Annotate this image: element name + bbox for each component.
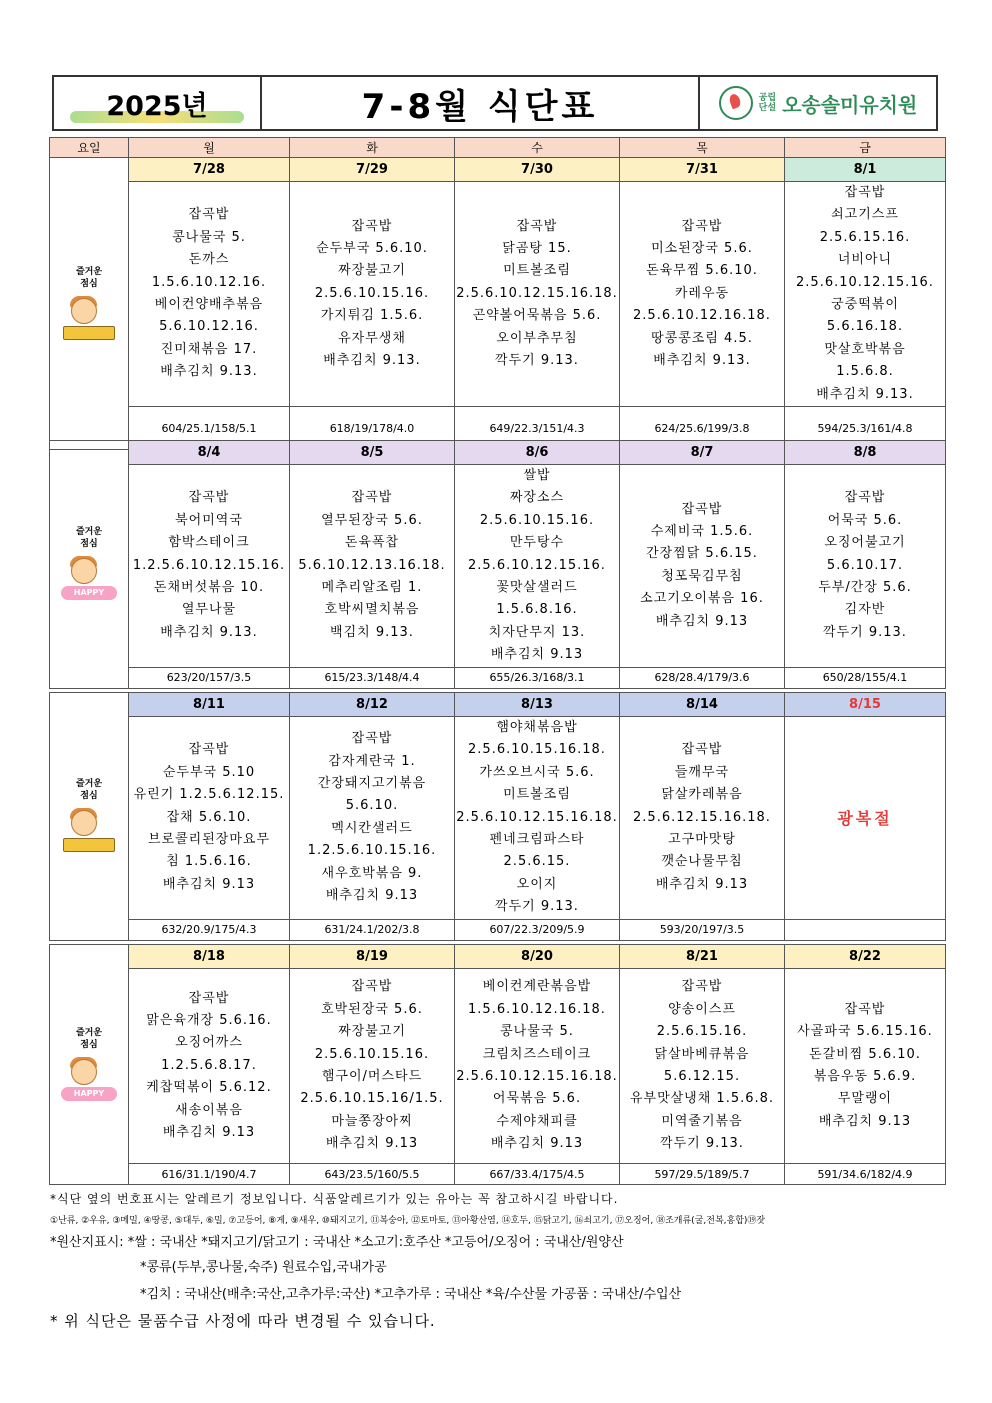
nutrition-cell: 618/19/178/4.0 <box>290 407 455 450</box>
menu-item: 펜네크림파스타 <box>489 832 585 848</box>
menu-item: 잡곡밥 <box>351 979 393 995</box>
child-eating-icon <box>61 808 117 854</box>
menu-cell <box>785 969 946 1164</box>
week-table <box>49 692 946 941</box>
menu-item: 닭살바베큐볶음 <box>654 1046 750 1062</box>
school-logo <box>700 77 936 129</box>
happy-children-icon: HAPPY <box>61 1057 117 1103</box>
date-cell: 8/1 <box>785 158 946 182</box>
menu-cell <box>620 969 785 1164</box>
menu-item: 백김치 9.13. <box>330 624 414 640</box>
weekday-header: 수 <box>455 138 620 158</box>
nutrition-cell: 631/24.1/202/3.8 <box>290 919 455 940</box>
menu-item: 함박스테이크 <box>168 535 250 551</box>
menu-item: 어묵국 5.6. <box>827 512 903 528</box>
menu-item: 잡곡밥 <box>844 185 886 200</box>
menu-item: 1.5.6.8.16. <box>496 602 578 618</box>
menu-item: 1.2.5.6.8.17. <box>161 1057 257 1073</box>
lunch-label <box>50 693 129 941</box>
menu-item: 2.5.6.10.12.16.18. <box>633 308 771 324</box>
nutrition-cell: 655/26.3/168/3.1 <box>455 667 620 688</box>
lunch-label <box>50 441 129 689</box>
menu-item: 열무된장국 5.6. <box>321 512 423 528</box>
menu-item: 감자계란국 1. <box>328 753 416 769</box>
menu-item: 만두탕수 <box>509 535 565 551</box>
nutrition-cell <box>785 919 946 940</box>
menu-item: 맑은육개장 5.6.16. <box>146 1012 272 1028</box>
week-table <box>49 137 946 450</box>
menu-item: 닭살카레볶음 <box>661 787 743 803</box>
lunch-label <box>50 945 129 1185</box>
origin-line-2: *콩류(두부,콩나물,숙주) 원료수입,국내가공 <box>140 1260 387 1275</box>
menu-item: 수제야채피클 <box>496 1113 578 1129</box>
menu-item: 미트볼조림 <box>503 787 571 803</box>
lunch-label-text: 즐거운 점심 <box>75 779 103 802</box>
menu-item: 크림치즈스테이크 <box>482 1046 592 1062</box>
year-label: 2025년 <box>106 90 208 122</box>
menu-item: 잡곡밥 <box>188 490 230 506</box>
nutrition-cell: 615/23.3/148/4.4 <box>290 667 455 688</box>
date-cell: 8/15 <box>785 693 946 717</box>
menu-item: 5.6.12.15. <box>663 1069 741 1084</box>
menu-item: 유부맛살냉채 1.5.6.8. <box>629 1091 775 1107</box>
menu-item: 새우호박볶음 9. <box>321 865 423 881</box>
menu-item: 미트볼조림 <box>503 263 571 279</box>
nutrition-cell: 593/20/197/3.5 <box>620 919 785 940</box>
nutrition-cell: 643/23.5/160/5.5 <box>290 1164 455 1185</box>
menu-item: 2.5.6.10.12.15.16.18. <box>456 285 618 301</box>
menu-item: 짜장불고기 <box>338 1024 406 1040</box>
menu-cell <box>290 717 455 920</box>
menu-cell <box>785 465 946 668</box>
date-cell: 7/30 <box>455 158 620 182</box>
menu-item: 배추김치 9.13 <box>818 1113 912 1129</box>
menu-cell <box>290 969 455 1164</box>
menu-item: 1.5.6.10.12.16.18. <box>468 1001 606 1017</box>
page-title: 7-8월 식단표 <box>262 77 700 129</box>
menu-cell <box>129 182 290 407</box>
date-cell: 8/18 <box>129 945 290 969</box>
menu-item: 순두부국 5.6.10. <box>316 241 428 257</box>
menu-item: 5.6.10.17. <box>826 557 904 573</box>
lunch-label-text: 즐거운 점심 <box>75 266 103 289</box>
menu-item: 2.5.6.10.15.16. <box>479 512 595 528</box>
menu-item: 맛살호박볶음 <box>824 341 906 357</box>
menu-cell <box>455 969 620 1164</box>
menu-item: 2.5.6.15. <box>503 854 571 870</box>
menu-item: 청포묵김무침 <box>661 568 743 584</box>
happy-children-icon: HAPPY <box>61 556 117 602</box>
menu-item: 5.6.10.12.16. <box>159 319 259 335</box>
menu-item: 진미채볶음 17. <box>160 341 258 357</box>
menu-item: 돈갈비찜 5.6.10. <box>809 1046 921 1062</box>
menu-item: 미역줄기볶음 <box>661 1113 743 1129</box>
menu-item: 배추김치 9.13 <box>490 1136 584 1152</box>
menu-item: 쌀밥 <box>523 468 551 483</box>
menu-cell <box>785 182 946 407</box>
menu-item: 호박된장국 5.6. <box>321 1001 423 1017</box>
menu-item: 잡곡밥 <box>351 490 393 506</box>
menu-item: 치자단무지 13. <box>488 624 586 640</box>
menu-cell <box>290 465 455 668</box>
menu-cell <box>620 182 785 407</box>
date-cell: 8/8 <box>785 441 946 465</box>
menu-item: 5.6.10. <box>345 798 399 814</box>
menu-cell <box>290 182 455 407</box>
menu-item: 잡곡밥 <box>351 218 393 234</box>
menu-item: 미소된장국 5.6. <box>651 241 753 257</box>
menu-item: 침 1.5.6.16. <box>166 854 252 870</box>
lunch-label-text: 즐거운 점심 <box>75 1027 103 1050</box>
menu-item: 배추김치 9.13 <box>162 1125 256 1141</box>
notes <box>50 1190 950 1331</box>
menu-item: 잡곡밥 <box>351 731 393 747</box>
menu-item: 꽃맛살샐러드 <box>496 580 578 596</box>
menu-item: 돈육폭찹 <box>344 535 400 551</box>
menu-item: 너비아니 <box>837 252 893 268</box>
nutrition-cell: 597/29.5/189/5.7 <box>620 1164 785 1185</box>
menu-item: 2.5.6.10.12.15.16. <box>468 557 606 573</box>
nutrition-cell: 650/28/155/4.1 <box>785 667 946 688</box>
nutrition-cell: 649/22.3/151/4.3 <box>455 407 620 450</box>
menu-cell <box>455 717 620 920</box>
menu-item: 순두부국 5.10 <box>162 764 256 780</box>
menu-item: 5.6.10.12.13.16.18. <box>298 557 446 573</box>
menu-item: 잡곡밥 <box>188 742 230 758</box>
menu-item: 간장돼지고기볶음 <box>317 776 427 792</box>
menu-item: 2.5.6.10.15.16.18. <box>468 742 606 758</box>
date-cell: 8/5 <box>290 441 455 465</box>
menu-item: 돈육무찜 5.6.10. <box>646 263 758 279</box>
menu-item: 배추김치 9.13. <box>653 353 751 369</box>
menu-item: 2.5.6.10.15.16. <box>314 1046 430 1062</box>
menu-item: 메추리알조림 1. <box>321 580 423 596</box>
menu-item: 곤약볼어묵볶음 5.6. <box>472 308 602 324</box>
menu-item: 땅콩콩조림 4.5. <box>651 330 753 346</box>
menu-item: 배추김치 9.13. <box>323 353 421 369</box>
nutrition-cell: 604/25.1/158/5.1 <box>129 407 290 450</box>
menu-item: 김자반 <box>844 602 886 618</box>
menu-item: 멕시칸샐러드 <box>331 820 413 836</box>
allergy-note: *식단 옆의 번호표시는 알레르기 정보입니다. 식품알레르기가 있는 유아는 꼭 참고하시길 바랍니다. <box>50 1192 619 1206</box>
menu-cell <box>620 465 785 668</box>
menu-item: 오징어까스 <box>175 1035 243 1051</box>
menu-item: 잡채 5.6.10. <box>166 809 252 825</box>
nutrition-cell: 624/25.6/199/3.8 <box>620 407 785 450</box>
menu-item: 배추김치 9.13. <box>160 624 258 640</box>
date-cell: 8/12 <box>290 693 455 717</box>
menu-item: 오징어불고기 <box>824 535 906 551</box>
menu-item: 배추김치 9.13 <box>162 876 256 892</box>
menu-item: 2.5.6.10.12.15.16.18. <box>456 1069 618 1084</box>
date-cell: 8/20 <box>455 945 620 969</box>
menu-item: 1.5.6.8. <box>836 364 894 380</box>
menu-item: 고구마맛탕 <box>668 832 736 848</box>
menu-cell <box>620 717 785 920</box>
date-cell: 8/13 <box>455 693 620 717</box>
menu-item: 사골파국 5.6.15.16. <box>797 1024 933 1040</box>
menu-item: 배추김치 9.13. <box>160 364 258 380</box>
menu-item: 어묵볶음 5.6. <box>492 1091 582 1107</box>
week-table <box>49 440 946 689</box>
menu-item: 브로콜리된장마요무 <box>147 832 271 848</box>
menu-item: 잡곡밥 <box>844 1001 886 1017</box>
weekday-header: 화 <box>290 138 455 158</box>
menu-item: 수제비국 1.5.6. <box>650 524 754 540</box>
menu-cell <box>455 465 620 668</box>
date-cell: 7/31 <box>620 158 785 182</box>
menu-item: 두부/간장 5.6. <box>818 580 912 596</box>
menu-item: 새송이볶음 <box>175 1102 243 1118</box>
date-cell: 8/14 <box>620 693 785 717</box>
date-cell: 8/7 <box>620 441 785 465</box>
menu-item: 들깨무국 <box>674 764 730 780</box>
menu-item: 배추김치 9.13 <box>655 876 749 892</box>
menu-item: 잡곡밥 <box>516 218 558 234</box>
menu-item: 햄구이/머스타드 <box>321 1069 423 1084</box>
menu-cell <box>785 717 946 920</box>
menu-item: 유자무생채 <box>338 330 406 346</box>
menu-item: 2.5.6.15.16. <box>656 1024 748 1040</box>
menu-item: 쇠고기스프 <box>831 207 899 223</box>
menu-item: 잡곡밥 <box>681 501 723 517</box>
menu-item: 짜장불고기 <box>338 263 406 279</box>
menu-item: 깍두기 9.13. <box>495 899 579 915</box>
menu-item: 베이컨양배추볶음 <box>154 297 264 313</box>
menu-item: 마늘쫑장아찌 <box>331 1113 413 1129</box>
allergy-list: ①난류, ②우유, ③메밀, ④땅콩, ⑤대두, ⑥밀, ⑦고등어, ⑧게, ⑨새우, ⑩돼지고기, ⑪복숭아, ⑫토마토, ⑬아황산염, ⑭호두, ⑮닭고기, ⑯쇠고기, ⑰오징어, ⑱조개류(굴,전복,홍합)⑲잣 <box>50 1216 766 1226</box>
menu-item: 콩나물국 5. <box>500 1024 574 1040</box>
date-cell: 8/19 <box>290 945 455 969</box>
weekday-header: 금 <box>785 138 946 158</box>
menu-item: 잡곡밥 <box>188 207 230 223</box>
nutrition-cell: 623/20/157/3.5 <box>129 667 290 688</box>
menu-item: 열무나물 <box>181 602 237 618</box>
lunch-label-text: 즐거운 점심 <box>75 527 103 550</box>
nutrition-cell: 667/33.4/175/4.5 <box>455 1164 620 1185</box>
weekday-header: 목 <box>620 138 785 158</box>
menu-item: 배추김치 9.13 <box>655 613 749 629</box>
menu-item: 깍두기 9.13. <box>495 353 579 369</box>
date-cell: 7/29 <box>290 158 455 182</box>
menu-item: 돈까스 1.5.6.10.12.16. <box>151 252 267 290</box>
date-cell: 7/28 <box>129 158 290 182</box>
menu-item: 궁중떡볶이 <box>831 297 899 313</box>
menu-cell <box>455 182 620 407</box>
menu-item: 깍두기 9.13. <box>823 624 907 640</box>
year-box <box>54 77 262 129</box>
date-cell: 8/4 <box>129 441 290 465</box>
origin-line-1: *원산지표시: *쌀 : 국내산 *돼지고기/닭고기 : 국내산 *소고기:호주산 *고등어/오징어 : 국내산/원양산 <box>50 1235 624 1250</box>
child-eating-icon <box>61 296 117 342</box>
menu-item: 배추김치 9.13 <box>325 1136 419 1152</box>
menu-item: 깻순나물무침 <box>661 854 743 870</box>
menu-item: 간장찜닭 5.6.15. <box>646 546 758 562</box>
menu-item: 2.5.6.12.15.16.18. <box>633 809 771 825</box>
menu-item: 2.5.6.10.12.15.16. <box>796 274 934 290</box>
holiday-label: 광복절 <box>837 809 893 829</box>
menu-item: 양송이스프 <box>668 1001 736 1017</box>
weekday-header-label: 요일 <box>50 138 129 158</box>
school-emblem-icon <box>719 86 753 120</box>
menu-item: 짜장소스 <box>509 490 565 506</box>
menu-item: 오이지 <box>516 876 558 892</box>
school-name: 오송솔미유치원 <box>782 92 918 117</box>
lunch-label <box>50 158 129 450</box>
menu-item: 북어미역국 <box>175 512 243 528</box>
menu-item: 배추김치 9.13 <box>490 647 584 663</box>
weekday-header: 월 <box>129 138 290 158</box>
school-type: 공립 단설 <box>758 93 777 113</box>
menu-item: 닭곰탕 15. <box>502 241 572 257</box>
menu-item: 콩나물국 5. <box>172 229 246 245</box>
menu-item: 볶음우동 5.6.9. <box>813 1069 917 1084</box>
menu-item: 무말랭이 <box>837 1091 893 1107</box>
menu-item: 가쓰오브시국 5.6. <box>479 764 595 780</box>
menu-item: 2.5.6.10.15.16/1.5. <box>300 1091 444 1107</box>
week-table <box>49 944 946 1185</box>
menu-item: 카레우동 <box>674 285 730 301</box>
menu-item: 잡곡밥 <box>844 490 886 506</box>
menu-cell <box>129 969 290 1164</box>
menu-item: 잡곡밥 <box>681 218 723 234</box>
menu-item: 베이컨계란볶음밥 <box>482 979 592 995</box>
menu-cell <box>129 465 290 668</box>
menu-item: 햄야채볶음밥 <box>496 720 578 735</box>
menu-item: 깍두기 9.13. <box>660 1136 744 1152</box>
menu-item: 호박씨멸치볶음 <box>324 602 420 618</box>
date-cell: 8/22 <box>785 945 946 969</box>
menu-item: 잡곡밥 <box>681 742 723 758</box>
menu-item: 1.2.5.6.10.15.16. <box>307 843 437 859</box>
menu-item: 1.2.5.6.10.12.15.16. <box>132 557 286 573</box>
date-cell: 8/11 <box>129 693 290 717</box>
date-cell: 8/21 <box>620 945 785 969</box>
menu-item: 잡곡밥 <box>681 979 723 995</box>
menu-item: 2.5.6.10.15.16. <box>314 285 430 301</box>
menu-item: 5.6.16.18. <box>826 319 904 335</box>
menu-item: 배추김치 9.13 <box>325 888 419 904</box>
menu-item: 가지튀김 1.5.6. <box>320 308 424 324</box>
nutrition-cell: 591/34.6/182/4.9 <box>785 1164 946 1185</box>
menu-item: 소고기오이볶음 16. <box>640 591 764 607</box>
nutrition-cell: 632/20.9/175/4.3 <box>129 919 290 940</box>
menu-item: 잡곡밥 <box>188 990 230 1006</box>
origin-line-3: *김치 : 국내산(배추:국산,고추가루:국산) *고추가루 : 국내산 *육/수산물 가공품 : 국내산/수입산 <box>140 1287 682 1302</box>
menu-item: 2.5.6.15.16. <box>819 229 911 245</box>
date-cell: 8/6 <box>455 441 620 465</box>
nutrition-cell: 628/28.4/179/3.6 <box>620 667 785 688</box>
menu-item: 배추김치 9.13. <box>816 386 914 402</box>
menu-item: 케찹떡볶이 5.6.12. <box>146 1080 272 1096</box>
change-note: * 위 식단은 물품수급 사정에 따라 변경될 수 있습니다. <box>50 1312 436 1330</box>
nutrition-cell: 616/31.1/190/4.7 <box>129 1164 290 1185</box>
menu-item: 돈채버섯볶음 10. <box>153 580 265 596</box>
menu-item: 2.5.6.10.12.15.16.18. <box>456 809 618 825</box>
menu-cell <box>129 717 290 920</box>
nutrition-cell: 594/25.3/161/4.8 <box>785 407 946 450</box>
menu-item: 유린기 1.2.5.6.12.15. <box>133 787 285 803</box>
header-banner <box>52 75 938 131</box>
menu-item: 오이부추무침 <box>496 330 578 346</box>
nutrition-cell: 607/22.3/209/5.9 <box>455 919 620 940</box>
